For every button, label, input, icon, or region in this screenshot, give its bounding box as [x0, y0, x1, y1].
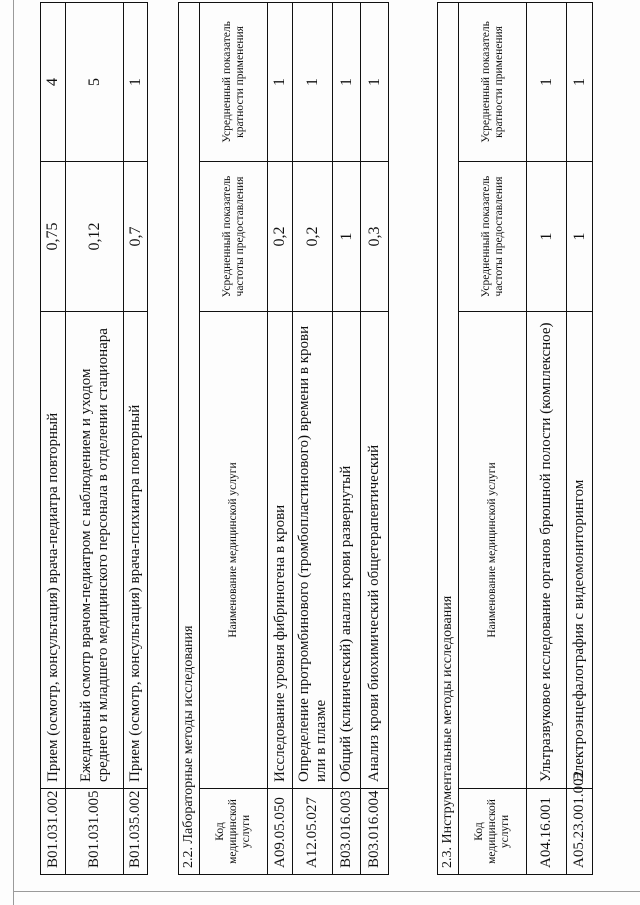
header-row [200, 2, 268, 874]
frequency-value: 1 [333, 162, 361, 312]
frequency-value: 0,2 [268, 162, 293, 312]
table-row [567, 2, 593, 874]
service-name: Ежедневный осмотр врачом-педиатром с наблюдением и уходом среднего и младшего медицинского персонала в отделении стационара [66, 312, 124, 789]
frequency-value: 0,3 [361, 162, 389, 312]
table-row [527, 2, 567, 874]
laboratory-methods-table [178, 2, 389, 875]
multiplicity-value: 1 [124, 3, 148, 162]
service-name: Прием (осмотр, консультация) врача-педиатра повторный [41, 312, 66, 789]
header-frequency: Усредненный показатель частоты предоставления [200, 162, 268, 312]
service-name: Исследование уровня фибриногена в крови [268, 312, 293, 789]
service-code: B01.031.005 [66, 789, 124, 875]
rotated-content [40, 0, 628, 875]
header-frequency: Усредненный показатель частоты предоставления [459, 162, 527, 312]
multiplicity-value: 1 [527, 2, 567, 161]
service-name: Электроэнцефалография с видеомониторингом [567, 312, 593, 789]
service-name: Определение протромбинового (тромбопластинового) времени в крови или в плазме [293, 312, 333, 789]
service-code: B01.035.002 [124, 789, 148, 875]
header-code: Код медицинской услуги [200, 789, 268, 875]
frequency-value: 0,12 [66, 162, 124, 312]
service-code: B03.016.004 [361, 789, 389, 875]
header-name: Наименование медицинской услуги [200, 312, 268, 789]
service-code: A09.05.050 [268, 789, 293, 875]
table-row [333, 2, 361, 874]
section-title-row [438, 2, 459, 874]
multiplicity-value: 1 [567, 2, 593, 161]
section-title-row [179, 2, 200, 874]
table-row [66, 3, 124, 875]
multiplicity-value: 4 [41, 3, 66, 162]
table-row [361, 2, 389, 874]
service-name: Ультразвуковое исследование органов брюшной полости (комплексное) [527, 312, 567, 789]
frequency-value: 1 [567, 162, 593, 312]
multiplicity-value: 1 [333, 2, 361, 161]
service-code: A12.05.027 [293, 789, 333, 875]
multiplicity-value: 1 [293, 2, 333, 161]
service-name: Прием (осмотр, консультация) врача-психиатра повторный [124, 312, 148, 789]
service-code: A04.16.001 [527, 789, 567, 875]
services-table-continued [40, 2, 148, 875]
table-row [268, 2, 293, 874]
service-code: A05.23.001.002 [567, 789, 593, 875]
section-title: 2.2. Лабораторные методы исследования [179, 2, 200, 874]
service-code: B03.016.003 [333, 789, 361, 875]
service-code: B01.031.002 [41, 789, 66, 875]
scan-edge-left [13, 0, 14, 905]
header-multiplicity: Усредненный показатель кратности применения [200, 2, 268, 161]
table-row [124, 3, 148, 875]
multiplicity-value: 1 [268, 2, 293, 161]
header-code: Код медицинской услуги [459, 789, 527, 875]
frequency-value: 0,7 [124, 162, 148, 312]
section-title: 2.3. Инструментальные методы исследования [438, 2, 459, 874]
service-name: Общий (клинический) анализ крови развернутый [333, 312, 361, 789]
header-name: Наименование медицинской услуги [459, 312, 527, 789]
frequency-value: 1 [527, 162, 567, 312]
table-row [41, 3, 66, 875]
header-multiplicity: Усредненный показатель кратности применения [459, 2, 527, 161]
multiplicity-value: 5 [66, 3, 124, 162]
header-row [459, 2, 527, 874]
frequency-value: 0,2 [293, 162, 333, 312]
instrumental-methods-table [437, 2, 593, 875]
service-name: Анализ крови биохимический общетерапевтический [361, 312, 389, 789]
scan-edge-bottom [13, 891, 640, 892]
multiplicity-value: 1 [361, 2, 389, 161]
frequency-value: 0,75 [41, 162, 66, 312]
table-row [293, 2, 333, 874]
